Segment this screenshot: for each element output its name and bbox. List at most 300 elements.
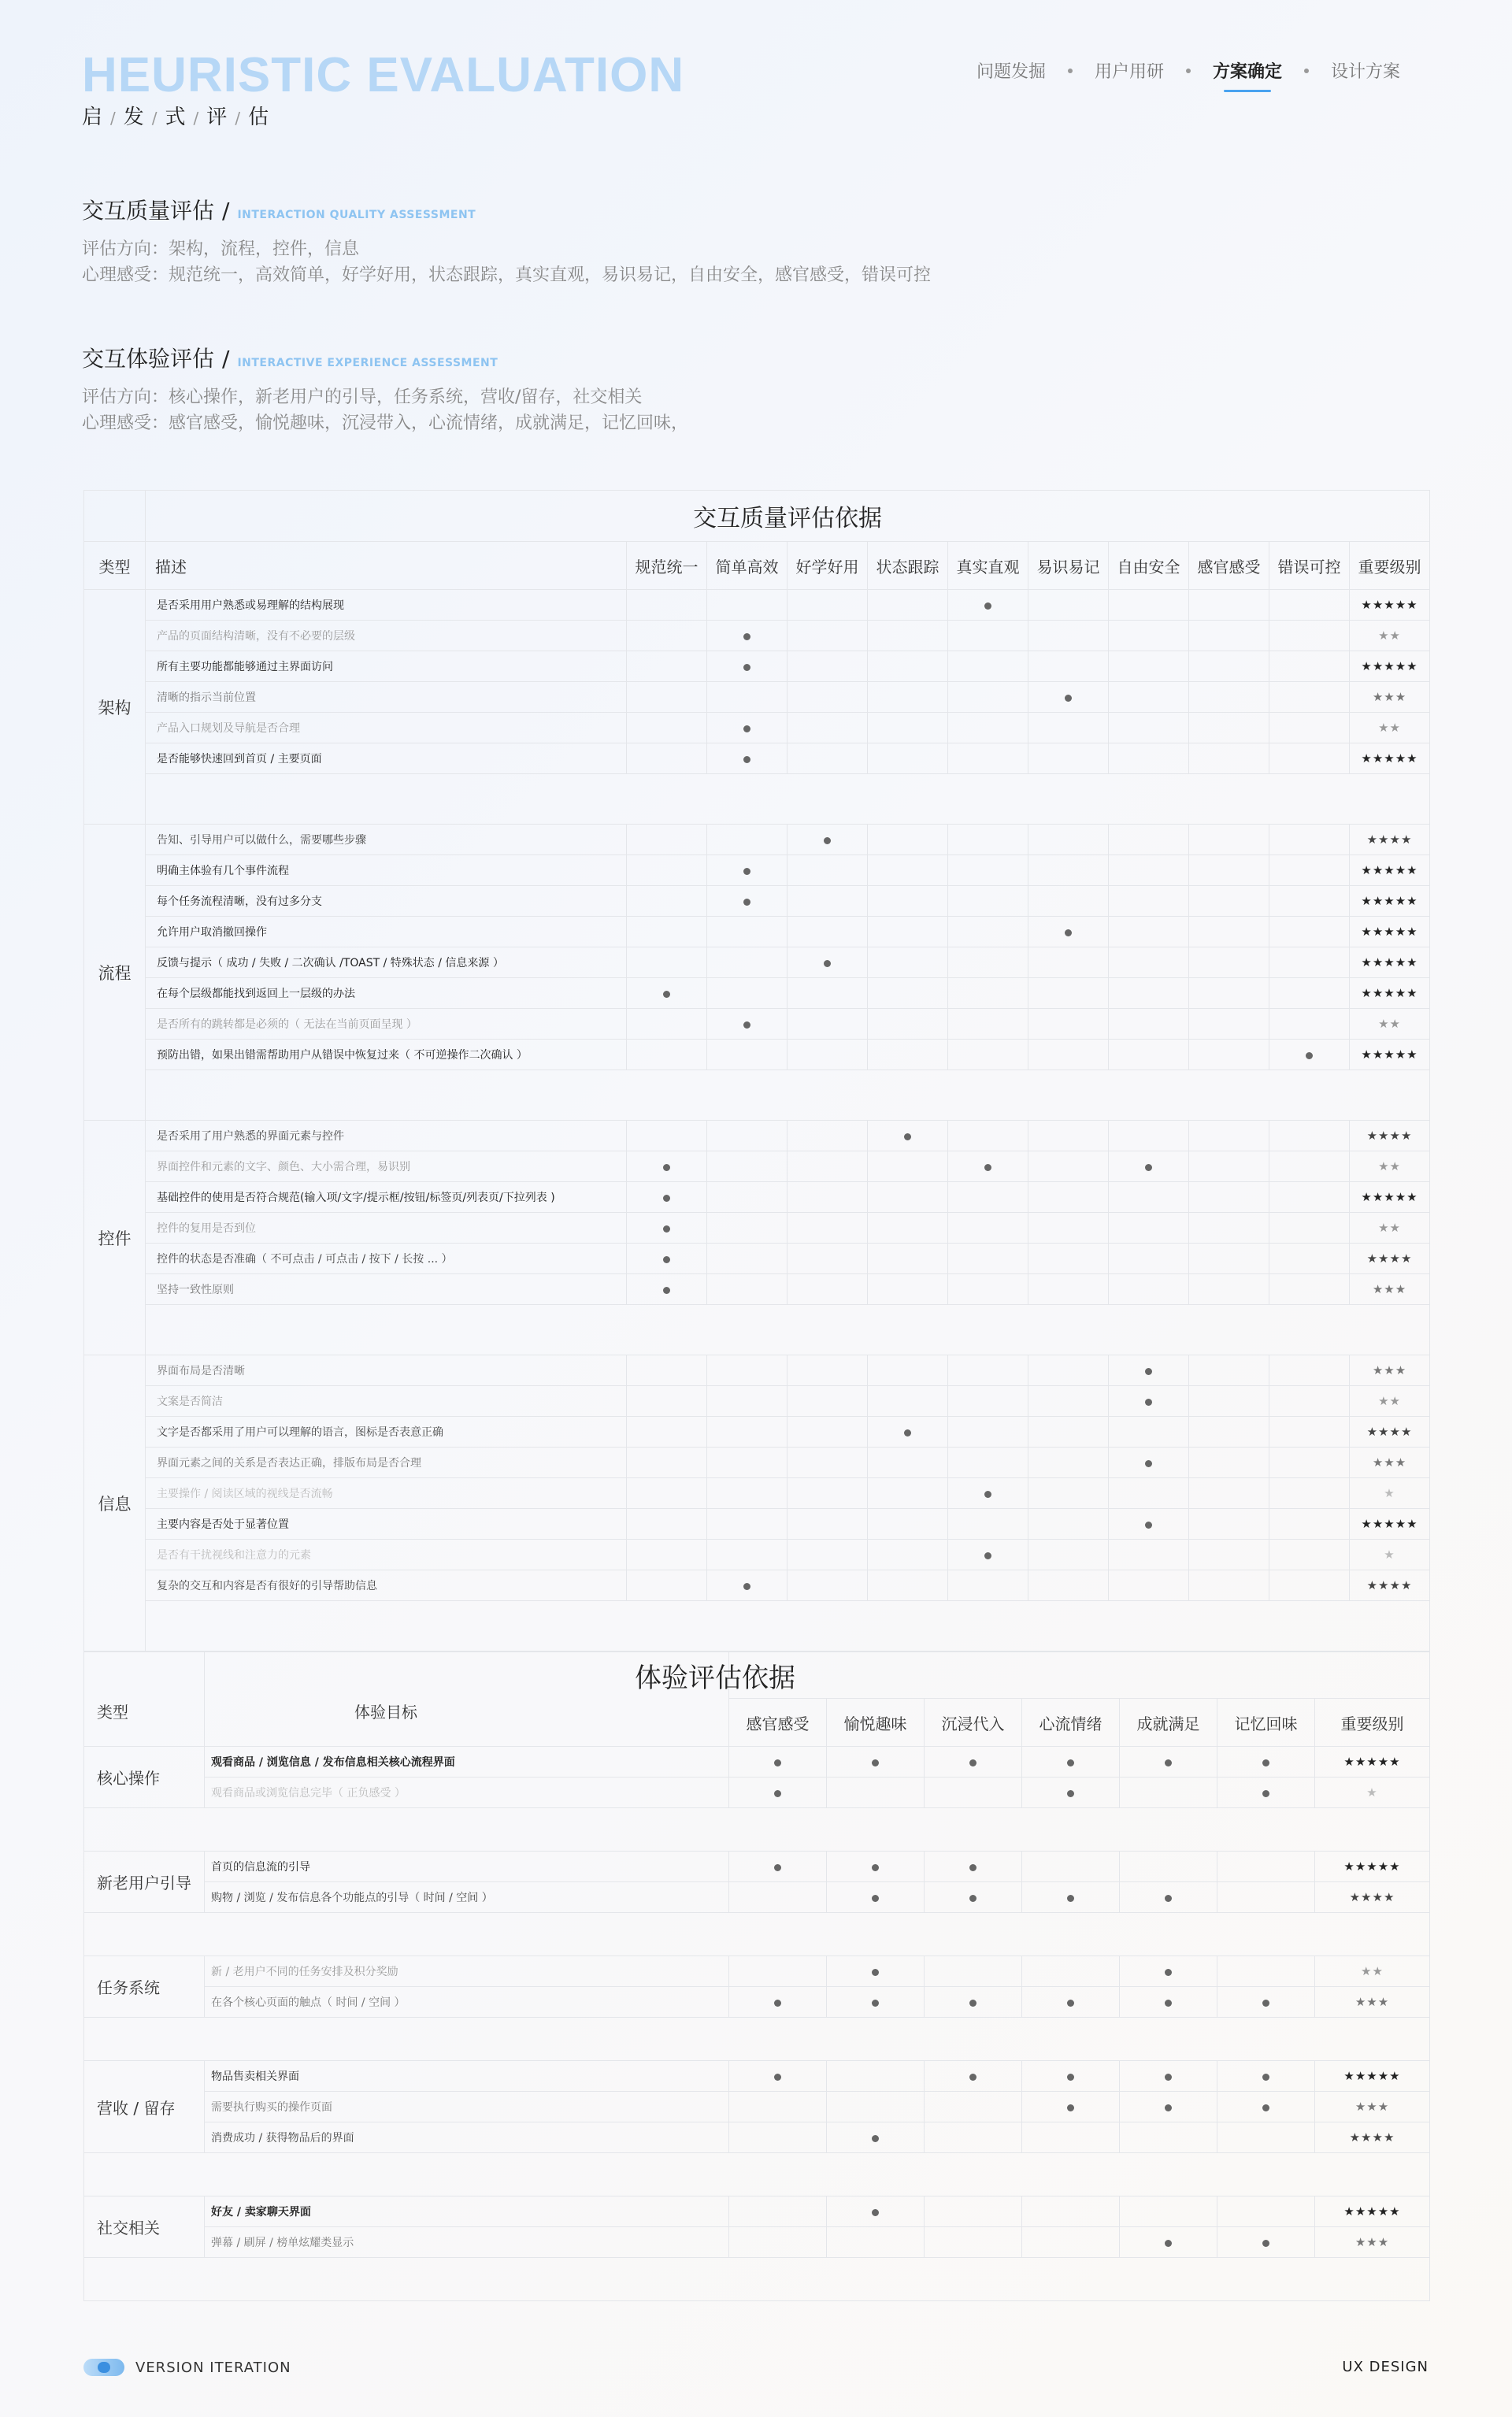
mark-dot <box>872 1759 879 1766</box>
section-interactive-experience <box>82 342 688 436</box>
mark-dot <box>984 1552 991 1559</box>
criterion-cell <box>925 2122 1022 2153</box>
criterion-cell <box>627 1182 707 1213</box>
criterion-cell <box>1189 825 1269 855</box>
criterion-cell <box>627 1040 707 1070</box>
mark-dot <box>1165 2074 1172 2081</box>
row-description: 控件的状态是否准确（ 不可点击 / 可点击 / 按下 / 长按 ... ） <box>146 1244 627 1274</box>
header-criterion: 自由安全 <box>1109 542 1189 590</box>
section-slash: / <box>222 346 230 372</box>
mark-dot <box>743 1021 750 1029</box>
criterion-cell <box>627 682 707 713</box>
criterion-cell <box>707 1570 788 1601</box>
criterion-cell <box>1189 682 1269 713</box>
table-title: 体验评估依据 <box>729 1652 1430 1699</box>
mark-dot <box>824 960 831 967</box>
importance-stars: ★★★★ <box>1350 1121 1430 1151</box>
row-description: 复杂的交互和内容是否有很好的引导帮助信息 <box>146 1570 627 1601</box>
criterion-cell <box>707 1121 788 1151</box>
criterion-cell <box>627 1448 707 1478</box>
section-line: 评估方向：核心操作，新老用户的引导，任务系统，营收/留存，社交相关 <box>82 387 643 407</box>
criterion-cell <box>1022 1882 1120 1913</box>
criterion-cell <box>788 917 868 947</box>
mark-dot <box>663 1256 670 1263</box>
criterion-cell <box>868 1040 948 1070</box>
section-interaction-quality <box>82 194 931 288</box>
criterion-cell <box>1269 713 1350 743</box>
criterion-cell <box>1269 743 1350 774</box>
criterion-cell <box>1109 713 1189 743</box>
group-spacer <box>84 2153 1430 2196</box>
criterion-cell <box>788 1182 868 1213</box>
criterion-cell <box>1269 1386 1350 1417</box>
criterion-cell <box>707 1355 788 1386</box>
criterion-cell <box>1269 1540 1350 1570</box>
criterion-cell <box>1028 590 1109 621</box>
mark-dot <box>774 1759 781 1766</box>
header-criterion: 真实直观 <box>948 542 1028 590</box>
header-criterion: 沉浸代入 <box>925 1699 1022 1747</box>
criterion-cell <box>788 743 868 774</box>
criterion-cell <box>788 1121 868 1151</box>
criterion-cell <box>707 1274 788 1305</box>
table-row <box>84 1987 1430 2018</box>
importance-stars: ★★★★★ <box>1350 1509 1430 1540</box>
criterion-cell <box>925 1987 1022 2018</box>
criterion-cell <box>1189 1540 1269 1570</box>
header-criterion: 心流情绪 <box>1022 1699 1120 1747</box>
criterion-cell <box>868 825 948 855</box>
importance-stars: ★★★★★ <box>1315 1852 1430 1882</box>
criterion-cell <box>627 590 707 621</box>
criterion-cell <box>707 1386 788 1417</box>
section-slash: / <box>222 198 230 224</box>
criterion-cell <box>925 1956 1022 1987</box>
criterion-cell <box>868 1386 948 1417</box>
criterion-cell <box>788 1151 868 1182</box>
section-title-en: INTERACTION QUALITY ASSESSMENT <box>237 209 476 221</box>
criterion-cell <box>1028 1244 1109 1274</box>
header-criterion: 好学好用 <box>788 542 868 590</box>
mark-dot <box>1165 2000 1172 2007</box>
spacer-cell <box>84 1913 1430 1956</box>
row-description: 产品入口规划及导航是否合理 <box>146 713 627 743</box>
header-type: 类型 <box>84 1652 205 1747</box>
header-criterion: 感官感受 <box>729 1699 827 1747</box>
criterion-cell <box>707 1244 788 1274</box>
criterion-cell <box>948 743 1028 774</box>
criterion-cell <box>948 1121 1028 1151</box>
section-title-en: INTERACTIVE EXPERIENCE ASSESSMENT <box>237 357 498 369</box>
mark-dot <box>969 1895 976 1902</box>
importance-stars: ★ <box>1350 1478 1430 1509</box>
criterion-cell <box>627 1355 707 1386</box>
nav-item-problem-discovery[interactable]: 问题发掘 <box>976 62 1046 82</box>
criterion-cell <box>1269 1417 1350 1448</box>
mark-dot <box>1067 2000 1074 2007</box>
criterion-cell <box>1109 947 1189 978</box>
importance-stars: ★★★★ <box>1315 1882 1430 1913</box>
group-type: 架构 <box>84 590 146 825</box>
criterion-cell <box>1269 1570 1350 1601</box>
table-row <box>84 682 1430 713</box>
criterion-cell <box>868 917 948 947</box>
criterion-cell <box>707 1509 788 1540</box>
footer-left <box>83 2359 291 2376</box>
group-spacer <box>84 2258 1430 2301</box>
mark-dot <box>872 2000 879 2007</box>
row-description: 每个任务流程清晰，没有过多分支 <box>146 886 627 917</box>
criterion-cell <box>788 1570 868 1601</box>
table-row <box>84 1355 1430 1386</box>
criterion-cell <box>827 2122 925 2153</box>
criterion-cell <box>1028 1355 1109 1386</box>
row-description: 购物 / 浏览 / 发布信息各个功能点的引导（ 时间 / 空间 ） <box>205 1882 729 1913</box>
header-criterion: 规范统一 <box>627 542 707 590</box>
criterion-cell <box>868 713 948 743</box>
criterion-cell <box>827 1956 925 1987</box>
mark-dot <box>663 1287 670 1294</box>
row-description: 主要操作 / 阅读区域的视线是否流畅 <box>146 1478 627 1509</box>
table-row <box>84 1747 1430 1778</box>
criterion-cell <box>1109 1009 1189 1040</box>
top-nav <box>976 58 1400 92</box>
table-row <box>84 978 1430 1009</box>
criterion-cell <box>1028 1151 1109 1182</box>
header-desc: 体验目标 <box>205 1652 729 1747</box>
criterion-cell <box>948 1244 1028 1274</box>
criterion-cell <box>1217 1882 1315 1913</box>
row-description: 文字是否都采用了用户可以理解的语言，图标是否表意正确 <box>146 1417 627 1448</box>
criterion-cell <box>788 1274 868 1305</box>
hero-subtitle-char: 估 <box>248 106 269 129</box>
title-row <box>84 491 1430 542</box>
criterion-cell <box>1028 713 1109 743</box>
row-description: 告知、引导用户可以做什么，需要哪些步骤 <box>146 825 627 855</box>
criterion-cell <box>1028 1040 1109 1070</box>
criterion-cell <box>1189 590 1269 621</box>
criterion-cell <box>707 886 788 917</box>
mark-dot <box>743 1583 750 1590</box>
section-title: 交互体验评估 <box>82 346 215 372</box>
criterion-cell <box>948 825 1028 855</box>
criterion-cell <box>1109 1244 1189 1274</box>
hero-subtitle <box>82 101 276 130</box>
mark-dot <box>969 2074 976 2081</box>
importance-stars: ★★★★★ <box>1350 1040 1430 1070</box>
criterion-cell <box>1120 1882 1217 1913</box>
mark-dot <box>663 991 670 998</box>
criterion-cell <box>868 1213 948 1244</box>
criterion-cell <box>788 1355 868 1386</box>
criterion-cell <box>948 1182 1028 1213</box>
criterion-cell <box>1269 1121 1350 1151</box>
criterion-cell <box>1189 1182 1269 1213</box>
mark-dot <box>1165 2240 1172 2247</box>
criterion-cell <box>948 1009 1028 1040</box>
criterion-cell <box>948 978 1028 1009</box>
row-description: 好友 / 卖家聊天界面 <box>205 2196 729 2227</box>
criterion-cell <box>1120 1747 1217 1778</box>
experience-assessment-table <box>83 1651 1430 2301</box>
row-description: 观看商品 / 浏览信息 / 发布信息相关核心流程界面 <box>205 1747 729 1778</box>
nav-separator-dot <box>1186 69 1191 73</box>
criterion-cell <box>868 1121 948 1151</box>
criterion-cell <box>1217 2122 1315 2153</box>
criterion-cell <box>948 1417 1028 1448</box>
criterion-cell <box>1022 2227 1120 2258</box>
criterion-cell <box>1189 1040 1269 1070</box>
row-description: 产品的页面结构清晰，没有不必要的层级 <box>146 621 627 651</box>
criterion-cell <box>1109 651 1189 682</box>
criterion-cell <box>707 1040 788 1070</box>
row-description: 是否能够快速回到首页 / 主要页面 <box>146 743 627 774</box>
header-criterion: 重要级别 <box>1315 1699 1430 1747</box>
mark-dot <box>1262 2074 1269 2081</box>
criterion-cell <box>707 1540 788 1570</box>
nav-separator-dot <box>1304 69 1309 73</box>
criterion-cell <box>788 682 868 713</box>
criterion-cell <box>1120 1987 1217 2018</box>
importance-stars: ★★★★ <box>1350 1570 1430 1601</box>
criterion-cell <box>788 1009 868 1040</box>
criterion-cell <box>948 1213 1028 1244</box>
row-description: 物品售卖相关界面 <box>205 2061 729 2092</box>
criterion-cell <box>788 1509 868 1540</box>
importance-stars: ★★★ <box>1350 682 1430 713</box>
mark-dot <box>1145 1460 1152 1467</box>
mark-dot <box>1067 1759 1074 1766</box>
hero-subtitle-slash: / <box>193 109 199 128</box>
row-description: 是否采用了用户熟悉的界面元素与控件 <box>146 1121 627 1151</box>
criterion-cell <box>627 917 707 947</box>
nav-item-user-research[interactable]: 用户用研 <box>1094 62 1164 82</box>
criterion-cell <box>1109 1182 1189 1213</box>
table-row <box>84 1274 1430 1305</box>
spacer-cell <box>84 2018 1430 2061</box>
criterion-cell <box>948 682 1028 713</box>
criterion-cell <box>1028 1509 1109 1540</box>
nav-item-design-plan[interactable]: 设计方案 <box>1330 62 1400 82</box>
mark-dot <box>984 1164 991 1171</box>
importance-stars: ★★★ <box>1315 1987 1430 2018</box>
mark-dot <box>1262 2240 1269 2247</box>
criterion-cell <box>788 947 868 978</box>
mark-dot <box>663 1195 670 1202</box>
criterion-cell <box>707 651 788 682</box>
section-title: 交互质量评估 <box>82 198 215 224</box>
group-spacer <box>84 1913 1430 1956</box>
criterion-cell <box>1189 1244 1269 1274</box>
header-criterion: 简单高效 <box>707 542 788 590</box>
mark-dot <box>872 1864 879 1871</box>
mark-dot <box>1145 1522 1152 1529</box>
criterion-cell <box>868 1274 948 1305</box>
row-description: 控件的复用是否到位 <box>146 1213 627 1244</box>
group-type: 控件 <box>84 1121 146 1355</box>
criterion-cell <box>948 917 1028 947</box>
corner-cell <box>84 491 146 542</box>
row-description: 弹幕 / 刷屏 / 榜单炫耀类显示 <box>205 2227 729 2258</box>
spacer-cell <box>146 774 1430 825</box>
criterion-cell <box>1269 1182 1350 1213</box>
hero-subtitle-char: 启 <box>82 106 103 129</box>
table-row <box>84 1448 1430 1478</box>
criterion-cell <box>1028 825 1109 855</box>
table-row <box>84 1151 1430 1182</box>
mark-dot <box>1067 1790 1074 1797</box>
table-row <box>84 2061 1430 2092</box>
criterion-cell <box>827 2092 925 2122</box>
criterion-cell <box>1189 917 1269 947</box>
importance-stars: ★★★★★ <box>1350 590 1430 621</box>
mark-dot <box>1262 1790 1269 1797</box>
criterion-cell <box>1269 651 1350 682</box>
table-row <box>84 1852 1430 1882</box>
criterion-cell <box>1028 743 1109 774</box>
criterion-cell <box>1109 1570 1189 1601</box>
mark-dot <box>743 664 750 671</box>
table-row <box>84 1540 1430 1570</box>
criterion-cell <box>1189 855 1269 886</box>
criterion-cell <box>1109 855 1189 886</box>
criterion-cell <box>1028 917 1109 947</box>
criterion-cell <box>1109 1040 1189 1070</box>
criterion-cell <box>627 855 707 886</box>
criterion-cell <box>627 1151 707 1182</box>
criterion-cell <box>868 1182 948 1213</box>
mark-dot <box>774 2000 781 2007</box>
criterion-cell <box>1217 1987 1315 2018</box>
table-row <box>84 2196 1430 2227</box>
criterion-cell <box>1109 682 1189 713</box>
criterion-cell <box>1189 1386 1269 1417</box>
importance-stars: ★★★★★ <box>1350 855 1430 886</box>
criterion-cell <box>1269 1509 1350 1540</box>
mark-dot <box>969 1759 976 1766</box>
criterion-cell <box>868 621 948 651</box>
criterion-cell <box>1028 1478 1109 1509</box>
criterion-cell <box>1028 855 1109 886</box>
criterion-cell <box>729 1778 827 1808</box>
criterion-cell <box>707 978 788 1009</box>
criterion-cell <box>627 1121 707 1151</box>
table-row <box>84 917 1430 947</box>
group-type: 任务系统 <box>84 1956 205 2018</box>
importance-stars: ★★★ <box>1315 2227 1430 2258</box>
criterion-cell <box>868 743 948 774</box>
criterion-cell <box>788 1040 868 1070</box>
criterion-cell <box>1189 886 1269 917</box>
mark-dot <box>1262 1759 1269 1766</box>
criterion-cell <box>788 825 868 855</box>
spacer-cell <box>84 2258 1430 2301</box>
criterion-cell <box>1028 1213 1109 1244</box>
mark-dot <box>743 868 750 875</box>
criterion-cell <box>1269 1040 1350 1070</box>
table-row <box>84 825 1430 855</box>
header-criterion: 成就满足 <box>1120 1699 1217 1747</box>
criterion-cell <box>1022 1778 1120 1808</box>
criterion-cell <box>1109 978 1189 1009</box>
mark-dot <box>1262 2104 1269 2111</box>
criterion-cell <box>627 621 707 651</box>
importance-stars: ★★★★ <box>1350 825 1430 855</box>
criterion-cell <box>788 855 868 886</box>
criterion-cell <box>948 1355 1028 1386</box>
importance-stars: ★★ <box>1350 1151 1430 1182</box>
criterion-cell <box>1269 947 1350 978</box>
row-description: 界面布局是否清晰 <box>146 1355 627 1386</box>
criterion-cell <box>1269 621 1350 651</box>
criterion-cell <box>627 947 707 978</box>
criterion-cell <box>707 590 788 621</box>
criterion-cell <box>1269 1448 1350 1478</box>
mark-dot <box>872 2135 879 2142</box>
row-description: 基础控件的使用是否符合规范(输入项/文字/提示框/按钮/标签页/列表页/下拉列表 ) <box>146 1182 627 1213</box>
criterion-cell <box>1028 1121 1109 1151</box>
header-row <box>84 542 1430 590</box>
criterion-cell <box>827 1987 925 2018</box>
nav-item-solution[interactable]: 方案确定 <box>1213 58 1282 92</box>
mark-dot <box>1165 1895 1172 1902</box>
row-description: 所有主要功能都能够通过主界面访问 <box>146 651 627 682</box>
spacer-cell <box>84 2153 1430 2196</box>
criterion-cell <box>1120 2122 1217 2153</box>
criterion-cell <box>1269 825 1350 855</box>
criterion-cell <box>948 1478 1028 1509</box>
row-description: 明确主体验有几个事件流程 <box>146 855 627 886</box>
importance-stars: ★★★★★ <box>1350 886 1430 917</box>
criterion-cell <box>627 886 707 917</box>
criterion-cell <box>707 682 788 713</box>
criterion-cell <box>1028 1274 1109 1305</box>
mark-dot <box>1145 1368 1152 1375</box>
criterion-cell <box>1109 621 1189 651</box>
criterion-cell <box>1189 1274 1269 1305</box>
criterion-cell <box>1217 1747 1315 1778</box>
criterion-cell <box>1109 1355 1189 1386</box>
criterion-cell <box>1028 1182 1109 1213</box>
cat-logo-icon <box>83 2359 124 2376</box>
criterion-cell <box>1189 651 1269 682</box>
criterion-cell <box>1022 1956 1120 1987</box>
group-type: 社交相关 <box>84 2196 205 2258</box>
criterion-cell <box>1109 1386 1189 1417</box>
criterion-cell <box>1189 621 1269 651</box>
criterion-cell <box>1120 1956 1217 1987</box>
quality-assessment-table <box>83 490 1430 1651</box>
table-row <box>84 651 1430 682</box>
criterion-cell <box>1028 682 1109 713</box>
header-criterion: 易识易记 <box>1028 542 1109 590</box>
criterion-cell <box>788 590 868 621</box>
table-row <box>84 621 1430 651</box>
table-row <box>84 713 1430 743</box>
header-criterion: 记忆回味 <box>1217 1699 1315 1747</box>
mark-dot <box>1165 1969 1172 1976</box>
table-row <box>84 947 1430 978</box>
criterion-cell <box>788 1244 868 1274</box>
table-row <box>84 590 1430 621</box>
row-description: 是否采用用户熟悉或易理解的结构展现 <box>146 590 627 621</box>
mark-dot <box>872 1969 879 1976</box>
mark-dot <box>774 2074 781 2081</box>
hero-subtitle-slash: / <box>151 109 158 128</box>
criterion-cell <box>707 713 788 743</box>
group-spacer <box>84 1070 1430 1121</box>
mark-dot <box>984 602 991 610</box>
